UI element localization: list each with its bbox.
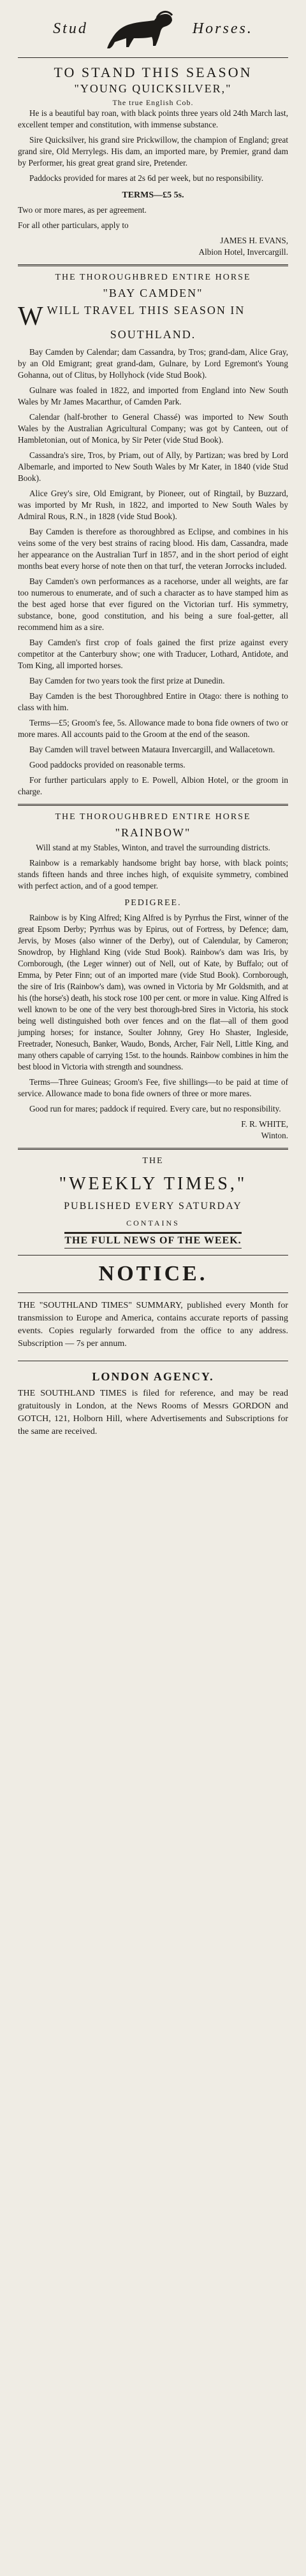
young-quicksilver-subtitle: The true English Cob. [112,98,194,107]
rainbow-pedigree-paragraph: Rainbow is by King Alfred; King Alfred is by Pyrrhus the First, winner of the great Epsom Derby; Pyrrhus was by Epirus, out of Fortress, by Defence; dam, Jervis, by Moses (also winner of the Derby), out of Calendular, by Cameron; Snowdrop, by Highland King (vide Stud Book). Rainbow's dam was Iris, by Cornborough, (the Leger winner) out of Nell, out of Kate, by Buffalo; out of Emma, by Peter Finn; out of an imported mare (vide Stud Book). Cornborough, the sire of Iris (Rainbow's dam), was owned in Victoria by Mr Goldsmith, and at his (the horse's) death, his stock rose 100 per cent. or more in value. King Alfred is well known to be one of the very best thorough-bred Sires in Victoria, his stock being well distinguished both over fences and on the flat—all of them good jumping horses; for instance, Soulter Johnny, Grey Ho Shaster, Ingleside, Freetrader, Nonesuch, Banker, Waudo, Bonds, Archer, Fair Nell, Little King, and many others capable of carrying 15st. to the hounds. Rainbow combines in him the best blood in Victoria with strength and soundness. [18,913,288,1071]
rainbow-name: "RAINBOW" [115,826,191,839]
young-quicksilver-headline: TO STAND THIS SEASON [54,64,252,80]
bay-camden-paragraph: Good paddocks provided on reasonable terms. [29,760,186,769]
rainbow-terms: Terms—Three Guineas; Groom's Fee, five shillings—to be paid at time of service. Allowance made to bona fide owners of three or more mares. [18,1077,288,1098]
bay-camden-advert [18,273,288,798]
rainbow-signature [18,1119,288,1141]
weekly-times-title: "WEEKLY TIMES," [59,1174,247,1194]
divider [18,1148,288,1150]
horse-icon [102,6,178,51]
rainbow-pedigree-label: PEDIGREE. [124,898,182,908]
bay-camden-dropcap: W [18,302,43,331]
rainbow-advert [18,812,288,1141]
bay-camden-paragraph: Bay Camden is the best Thoroughbred Entire in Otago: there is nothing to class with him. [18,691,288,712]
stud-header [18,0,288,51]
bay-camden-kicker: THE THOROUGHBRED ENTIRE HORSE [55,273,251,282]
rainbow-run: Good run for mares; paddock if required. Every care, but no responsibility. [29,1104,281,1113]
bay-camden-paragraph: Bay Camden is therefore as thoroughbred as Eclipse, and combines in his veins some of the very best strains of racing blood. His dam, Cassandra, made her appearance on the Australian Turf in 1857, and in the short period of eight months beat every horse of note then on that turf, the veteran Jorrocks included. [18,527,288,571]
young-quicksilver-name: "YOUNG QUICKSILVER," [74,82,232,95]
london-title: LONDON AGENCY. [92,1370,214,1383]
bay-camden-paragraph: Cassandra's sire, Tros, by Priam, out of Ally, by Partizan; was bred by Lord Albemarle, and imported to New South Wales by Mr Kater, in 1840 (vide Stud Book). [18,450,288,483]
bay-camden-name: "BAY CAMDEN" [103,287,203,299]
young-quicksilver-paragraph: Paddocks provided for mares at 2s 6d per week, but no responsibility. [29,173,264,183]
young-quicksilver-extra: Two or more mares, as per agreement. [18,205,147,215]
bay-camden-paragraph: Bay Camden's own performances as a racehorse, under all weights, are far too numerous to enumerate, and of such a character as to have stamped him as the best aged horse that ever figured on the Victorian turf. His symmetry, substance, bone, good constitution, and his being a sure foal-getter, all recommend him as a sire. [18,576,288,632]
notice-box [18,1292,288,1361]
weekly-times-advert [18,1156,288,1249]
divider [18,1255,288,1256]
bay-camden-headline-text: WILL TRAVEL THIS SEASON IN [47,304,245,317]
notice-text: THE "SOUTHLAND TIMES" SUMMARY, published every Month for transmission to Europe and America, contains accurate reports of passing events. Copies regularly forwarded from the office to any address. Subscription — 7s per annum. [18,1301,288,1349]
bay-camden-paragraph: Gulnare was foaled in 1822, and imported from England into New South Wales by Mr James Macarthur, of Camden Park. [18,385,288,406]
weekly-times-the: THE [142,1156,164,1166]
bay-camden-paragraph: For further particulars apply to E. Powell, Albion Hotel, or the groom in charge. [18,775,288,796]
young-quicksilver-paragraph: He is a beautiful bay roan, with black points three years old 24th March last, excellent temper and constitution, with immense substance. [18,108,288,129]
weekly-times-bar [18,1232,288,1249]
signature-name: F. R. WHITE, [241,1119,288,1129]
divider [18,264,288,266]
weekly-times-bar-text: THE FULL NEWS OF THE WEEK. [64,1232,241,1249]
divider [18,57,288,58]
bay-camden-paragraph: Alice Grey's sire, Old Emigrant, by Pioneer, out of Ringtail, by Buzzard, was imported by Mr Rush, in 1822, and imported to New South Wales by Admiral Rous, R.N., in 1828 (vide Stud Book). [18,489,288,521]
content-column [18,0,288,1438]
notice-advert [18,1262,288,1361]
bay-camden-headline-text-2: SOUTHLAND. [110,328,196,341]
bay-camden-paragraph: Bay Camden for two years took the first prize at Dunedin. [29,676,225,685]
young-quicksilver-advert [18,64,288,258]
signature-name: JAMES H. EVANS, [220,236,288,245]
weekly-times-contains: CONTAINS [126,1219,180,1227]
signature-place: Albion Hotel, Invercargill. [198,247,288,257]
bay-camden-headline [18,304,288,341]
young-quicksilver-paragraph: Sire Quicksilver, his grand sire Prickwillow, the champion of England; great grand sire, Old Merrylegs. His dam, an imported mare, by Premier, grand dam by Performer, his great great grand sire, Pretender. [18,135,288,168]
rainbow-paragraph: Rainbow is a remarkably handsome bright bay horse, with black points; stands fifteen hands and three inches high, of exquisite symmetry, combined with perfect action, and of a good temper. [18,858,288,891]
notice-title: NOTICE. [98,1262,208,1285]
young-quicksilver-signature [18,235,288,258]
bay-camden-paragraph: Terms—£5; Groom's fee, 5s. Allowance made to bona fide owners of two or more mares. All accounts paid to the Groom at the end of the season. [18,718,288,739]
divider [18,804,288,806]
stud-left-word: Stud [53,20,88,37]
young-quicksilver-terms [18,190,288,201]
london-text: THE SOUTHLAND TIMES is filed for reference, and may be read gratuitously in London, at the News Rooms of Messrs GORDON and GOTCH, 121, Holborn Hill, where Advertisements and Subscriptions for the same are received. [18,1389,288,1436]
london-agency-advert [18,1370,288,1438]
weekly-times-subtitle: PUBLISHED EVERY SATURDAY [64,1201,242,1212]
terms-text: TERMS—£5 5s. [122,190,184,200]
signature-place: Winton. [261,1131,288,1140]
rainbow-lead: Will stand at my Stables, Winton, and travel the surrounding districts. [36,843,270,852]
stud-right-word: Horses. [192,20,253,37]
rainbow-kicker: THE THOROUGHBRED ENTIRE HORSE [55,812,251,822]
young-quicksilver-extra: For all other particulars, apply to [18,220,129,230]
bay-camden-paragraph: Bay Camden will travel between Mataura Invercargill, and Wallacetown. [29,745,275,754]
bay-camden-paragraph: Bay Camden by Calendar; dam Cassandra, by Tros; grand-dam, Alice Gray, by an Old Emigrant; great grand-dam, Gulnare, by Lord Egremont's Young Gohanna, out of Clitus, by Hollyhock (vide Stud Book). [18,347,288,380]
bay-camden-paragraph: Bay Camden's first crop of foals gained the first prize against every competitor at the Canterbury show; one with Traducer, Lothard, Antidote, and Tom King, all imported horses. [18,638,288,670]
bay-camden-paragraph: Calendar (half-brother to General Chassé) was imported to New South Wales by the Australian Agricultural Company; was got by Canteen, out of Hambletonian, out of Monica, by Sir Peter (vide Stud Book). [18,412,288,445]
